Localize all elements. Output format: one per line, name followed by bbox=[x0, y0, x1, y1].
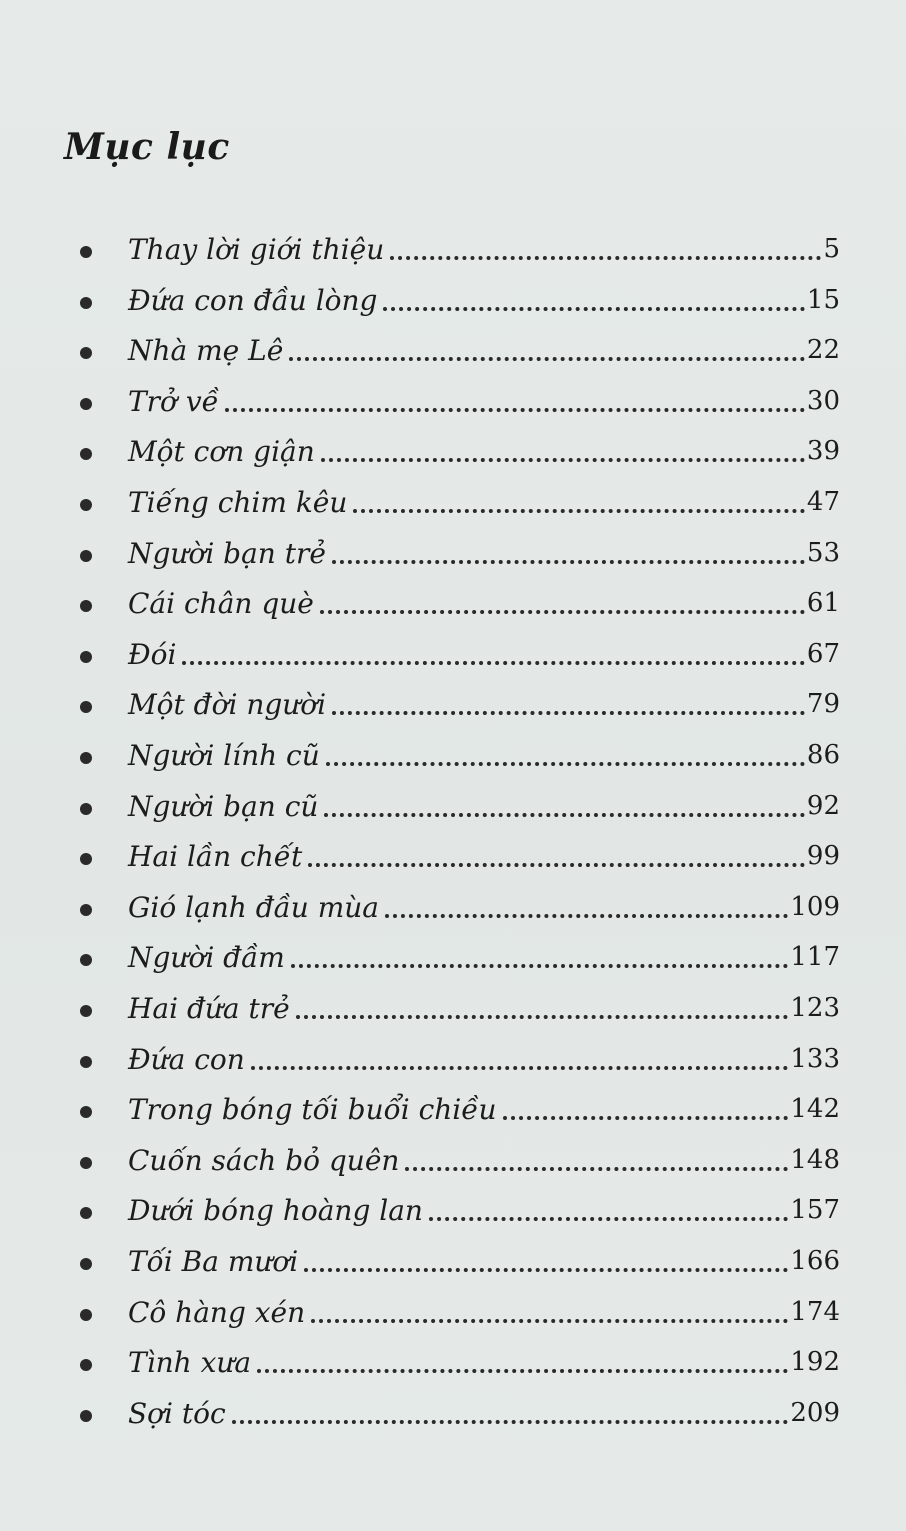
toc-entry bbox=[80, 475, 840, 523]
bullet-icon bbox=[80, 448, 92, 460]
toc-entry-page: 92 bbox=[806, 790, 840, 821]
bullet-icon bbox=[80, 246, 92, 258]
toc-entry bbox=[80, 1285, 840, 1333]
toc-entry-title: Đói bbox=[128, 637, 177, 671]
dot-leader bbox=[182, 661, 804, 665]
dot-leader bbox=[503, 1116, 789, 1120]
toc-entry-title: Người đầm bbox=[128, 941, 285, 975]
toc-entry-title: Nhà mẹ Lê bbox=[128, 334, 284, 368]
toc-entry-title: Tối Ba mươi bbox=[128, 1245, 299, 1278]
toc-entry-page: 148 bbox=[790, 1144, 840, 1175]
bullet-icon bbox=[80, 853, 92, 865]
dot-leader bbox=[304, 1268, 788, 1272]
toc-entry-title: Sợi tóc bbox=[128, 1396, 226, 1430]
page-title: Mục lục bbox=[64, 126, 230, 168]
toc-entry bbox=[80, 627, 840, 675]
toc-entry bbox=[80, 981, 840, 1029]
bullet-icon bbox=[80, 600, 92, 612]
toc-entry bbox=[80, 323, 840, 371]
bullet-icon bbox=[80, 1106, 92, 1118]
dot-leader bbox=[353, 509, 805, 513]
toc-entry bbox=[80, 1133, 840, 1181]
toc-entry-title: Cô hàng xén bbox=[128, 1295, 306, 1329]
dot-leader bbox=[225, 408, 805, 412]
dot-leader bbox=[251, 1066, 789, 1070]
toc-entry bbox=[80, 374, 840, 422]
toc-entry-title: Hai lần chết bbox=[128, 840, 303, 874]
toc-entry-title: Tình xưa bbox=[128, 1346, 252, 1380]
dot-leader bbox=[291, 964, 789, 968]
toc-entry-page: 22 bbox=[806, 335, 840, 366]
toc-entry-page: 86 bbox=[806, 740, 840, 770]
toc-entry-title: Tiếng chim kêu bbox=[128, 486, 348, 519]
dot-leader bbox=[308, 863, 805, 867]
bullet-icon bbox=[80, 904, 92, 916]
bullet-icon bbox=[80, 347, 92, 359]
bullet-icon bbox=[80, 297, 92, 309]
toc-entry-title: Trong bóng tối buổi chiều bbox=[128, 1093, 497, 1127]
dot-leader bbox=[429, 1217, 788, 1221]
toc-entry-page: 47 bbox=[806, 487, 840, 517]
toc-entry-title: Cái chân què bbox=[128, 587, 314, 621]
toc-entry-page: 61 bbox=[806, 588, 840, 619]
bullet-icon bbox=[80, 752, 92, 764]
dot-leader bbox=[257, 1369, 788, 1373]
bullet-icon bbox=[80, 1005, 92, 1017]
dot-leader bbox=[320, 610, 805, 614]
toc-entry-page: 79 bbox=[806, 689, 840, 720]
dot-leader bbox=[232, 1420, 789, 1424]
toc-entry-title: Hai đứa trẻ bbox=[128, 992, 290, 1025]
bullet-icon bbox=[80, 398, 92, 410]
bullet-icon bbox=[80, 1157, 92, 1169]
toc-entry-title: Gió lạnh đầu mùa bbox=[128, 890, 379, 924]
toc-entry-title: Cuốn sách bỏ quên bbox=[128, 1143, 400, 1177]
dot-leader bbox=[324, 813, 804, 817]
bullet-icon bbox=[80, 651, 92, 663]
toc-entry bbox=[80, 829, 840, 877]
dot-leader bbox=[383, 307, 804, 311]
bullet-icon bbox=[80, 1258, 92, 1270]
dot-leader bbox=[385, 914, 788, 918]
toc-entry-page: 30 bbox=[806, 385, 840, 416]
toc-entry-page: 5 bbox=[823, 234, 840, 264]
bullet-icon bbox=[80, 550, 92, 562]
toc-entry-page: 15 bbox=[806, 284, 840, 315]
toc-entry-page: 67 bbox=[806, 638, 840, 669]
toc-entry-title: Một cơn giận bbox=[128, 435, 315, 469]
dot-leader bbox=[332, 560, 805, 564]
bullet-icon bbox=[80, 1410, 92, 1422]
dot-leader bbox=[289, 357, 805, 361]
toc-entry-page: 157 bbox=[790, 1195, 840, 1226]
toc-entry-page: 99 bbox=[806, 841, 840, 872]
dot-leader bbox=[405, 1167, 788, 1171]
toc-entry bbox=[80, 576, 840, 624]
toc-entry-page: 142 bbox=[790, 1094, 840, 1125]
toc-entry-title: Trở về bbox=[128, 384, 219, 418]
toc-entry-title: Đứa con đầu lòng bbox=[128, 283, 378, 317]
dot-leader bbox=[390, 256, 821, 260]
bullet-icon bbox=[80, 499, 92, 511]
toc-entry-page: 209 bbox=[790, 1397, 840, 1428]
toc-entry-page: 117 bbox=[790, 942, 840, 973]
toc-entry bbox=[80, 1082, 840, 1130]
toc-entry bbox=[80, 273, 840, 321]
toc-entry bbox=[80, 677, 840, 725]
toc-entry-title: Người lính cũ bbox=[128, 739, 320, 772]
toc-entry bbox=[80, 728, 840, 776]
toc-entry bbox=[80, 222, 840, 270]
bullet-icon bbox=[80, 803, 92, 815]
toc-entry-title: Dưới bóng hoàng lan bbox=[128, 1194, 423, 1228]
toc-entry bbox=[80, 930, 840, 978]
toc-entry bbox=[80, 1234, 840, 1282]
dot-leader bbox=[296, 1015, 789, 1019]
toc-entry-page: 166 bbox=[790, 1246, 840, 1276]
toc-entry-page: 174 bbox=[790, 1296, 840, 1327]
toc-entry-page: 192 bbox=[790, 1347, 840, 1378]
dot-leader bbox=[332, 711, 805, 715]
toc-entry bbox=[80, 1032, 840, 1080]
dot-leader bbox=[311, 1319, 788, 1323]
toc-entry-page: 53 bbox=[806, 537, 840, 568]
toc-entry-page: 123 bbox=[790, 993, 840, 1023]
bullet-icon bbox=[80, 1056, 92, 1068]
toc-entry-page: 39 bbox=[806, 436, 840, 467]
bullet-icon bbox=[80, 954, 92, 966]
bullet-icon bbox=[80, 1309, 92, 1321]
toc-entry-title: Đứa con bbox=[128, 1042, 245, 1076]
toc-entry bbox=[80, 880, 840, 928]
toc-entry-title: Người bạn trẻ bbox=[128, 536, 326, 570]
toc-entry bbox=[80, 424, 840, 472]
toc-entry-title: Một đời người bbox=[128, 688, 327, 722]
bullet-icon bbox=[80, 701, 92, 713]
toc-entry-title: Người bạn cũ bbox=[128, 789, 319, 823]
dot-leader bbox=[321, 458, 805, 462]
toc-entry-title: Thay lời giới thiệu bbox=[128, 233, 385, 266]
bullet-icon bbox=[80, 1359, 92, 1371]
bullet-icon bbox=[80, 1207, 92, 1219]
toc-entry bbox=[80, 1386, 840, 1434]
toc-entry bbox=[80, 779, 840, 827]
toc-entry bbox=[80, 526, 840, 574]
toc-entry-page: 109 bbox=[790, 891, 840, 922]
toc-entry bbox=[80, 1183, 840, 1231]
toc-entry bbox=[80, 1335, 840, 1383]
toc-entry-page: 133 bbox=[790, 1043, 840, 1074]
dot-leader bbox=[326, 762, 805, 766]
